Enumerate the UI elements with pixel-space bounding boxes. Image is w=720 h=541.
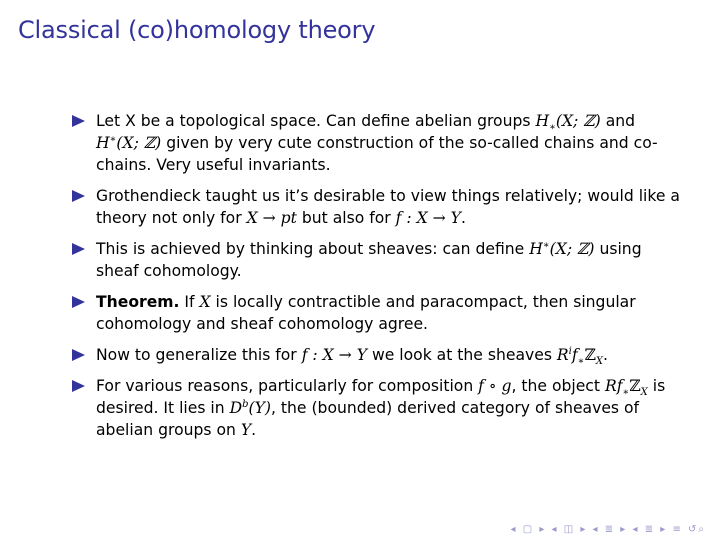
list-item xyxy=(70,344,680,366)
list-item xyxy=(70,185,680,229)
item-text: Let X be a topological space. Can define abelian groups xyxy=(96,112,536,130)
math-superscript: b xyxy=(242,398,249,410)
math-symbol: Rf xyxy=(604,377,623,395)
math-symbol: H xyxy=(535,112,550,130)
math-symbol: D xyxy=(229,399,243,417)
math-argument: (X; ℤ) xyxy=(549,240,595,258)
item-text: and xyxy=(600,112,636,130)
math-symbol: ℤ xyxy=(629,377,641,395)
item-text: For various reasons, particularly for composition xyxy=(96,377,479,395)
math-argument: (X; ℤ) xyxy=(555,112,601,130)
item-text: we look at the sheaves xyxy=(367,346,557,364)
theorem-label: Theorem. xyxy=(96,293,180,311)
item-text: . xyxy=(251,421,257,439)
item-text: given by very cute construction of the so-called chains and co-chains. Very useful invariants. xyxy=(96,134,658,174)
item-text: . xyxy=(460,209,466,227)
list-item xyxy=(70,375,680,441)
math-argument: (X; ℤ) xyxy=(116,134,162,152)
item-text: using sheaf cohomology. xyxy=(96,240,642,280)
math-subscript: ∗ xyxy=(577,356,585,368)
item-text: , the (bounded) derived category of sheaves of abelian groups on xyxy=(96,399,640,439)
math-symbol: R xyxy=(556,346,569,364)
item-text: Grothendieck taught us it’s desirable to view things relatively; would like a theory not only for xyxy=(96,187,680,227)
math-subscript: X xyxy=(640,387,648,399)
triangle-bullet-icon xyxy=(72,243,85,255)
math-expression: f : X → Y xyxy=(301,346,368,364)
triangle-bullet-icon xyxy=(72,190,85,202)
math-subscript: ∗ xyxy=(549,122,556,134)
math-subscript: ∗ xyxy=(622,387,630,399)
math-superscript: i xyxy=(568,345,572,357)
math-argument: (Y) xyxy=(248,399,271,417)
list-item xyxy=(70,291,680,335)
math-expression: X → pt xyxy=(246,209,297,227)
math-symbol: f xyxy=(571,346,578,364)
item-text: but also for xyxy=(296,209,396,227)
beamer-navigation-controls[interactable]: ◂ ▢ ▸ ◂ ◫ ▸ ◂ ≣ ▸ ◂ ≣ ▸ ≡ ↺⌕ xyxy=(510,524,706,535)
math-expression: f : X → Y xyxy=(395,209,461,227)
list-item xyxy=(70,110,680,176)
slide-title: Classical (co)homology theory xyxy=(18,16,376,44)
bullet-list xyxy=(70,110,680,450)
triangle-bullet-icon xyxy=(72,349,85,361)
math-superscript: ∗ xyxy=(109,133,117,145)
math-symbol: X xyxy=(199,293,211,311)
item-text: . xyxy=(602,346,608,364)
triangle-bullet-icon xyxy=(72,380,85,392)
item-text: is desired. It lies in xyxy=(96,377,666,417)
math-subscript: X xyxy=(595,356,603,368)
item-text: This is achieved by thinking about sheaves: can define xyxy=(96,240,530,258)
math-symbol: Y xyxy=(240,421,252,439)
list-item xyxy=(70,238,680,282)
triangle-bullet-icon xyxy=(72,115,85,127)
item-text: If xyxy=(179,293,200,311)
math-symbol: H xyxy=(96,134,110,152)
math-superscript: ∗ xyxy=(542,239,550,251)
item-text: , the object xyxy=(511,377,605,395)
item-text: is locally contractible and paracompact, then singular cohomology and sheaf cohomology agree. xyxy=(96,293,636,333)
math-expression: f ∘ g xyxy=(478,377,512,395)
math-symbol: H xyxy=(529,240,543,258)
triangle-bullet-icon xyxy=(72,296,85,308)
math-symbol: ℤ xyxy=(584,346,596,364)
item-text: Now to generalize this for xyxy=(96,346,302,364)
